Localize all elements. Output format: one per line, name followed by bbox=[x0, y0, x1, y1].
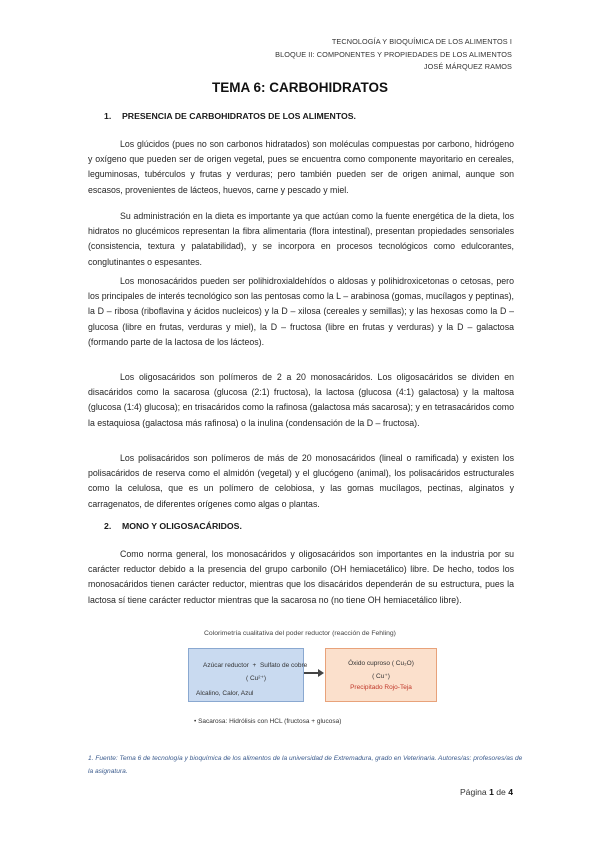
cuprous-oxide-label: Óxido cuproso ( Cu₂O) bbox=[348, 660, 414, 667]
page-title: TEMA 6: CARBOHIDRATOS bbox=[211, 80, 388, 95]
copper-sulfate-label: Sulfato de cobre bbox=[259, 662, 308, 669]
paragraph-monosacaridos: Los monosacáridos pueden ser polihidroxialdehídos o aldosas y polihidroxicetonas o cetosas, pero los principales de interés tecnológico son las pentosas como la L – arabinosa (gomas, mucílagos y peptinas), la D – ribosa (riboflavina y ácidos nucleicos) y la D – xilosa (cereales y semillas); y las hexosas como la D – glucosa (libre en frutas, verduras y miel), la D – fructosa (libre en frutas y verduras) y la D – galactosa (formando parte de la lactosa de los lácteos). bbox=[88, 276, 514, 347]
document-header bbox=[275, 36, 512, 74]
sucrose-note: • Sacarosa: Hidrólisis con HCL (fructosa + glucosa) bbox=[194, 718, 342, 725]
current-page: 1 bbox=[489, 787, 494, 797]
section-2-number: 2. bbox=[104, 521, 112, 531]
page-number: Página 1 de 4 bbox=[459, 787, 513, 797]
section-1-heading bbox=[104, 111, 356, 121]
paragraph-administracion: Su administración en la dieta es importante ya que actúan como la fuente energética de la dieta, los hidratos no glucémicos representan la fibra alimentaria (flora intestinal), presentan propiedades sensoriales (consistencia, textura y palatabilidad), y se incorpora en procesos tecnológicos como edulcorantes, conglutinantes o espesantes. bbox=[88, 211, 514, 267]
arrow-head-icon bbox=[318, 669, 324, 677]
paragraph-glucidos: Los glúcidos (pues no son carbonos hidratados) son moléculas compuestas por carbono, hidrógeno y oxígeno que pueden ser de origen vegetal, pues se encuentra como componente mayoritario en cereales, leguminosas, tubérculos y frutas y verduras; pero también pueden ser de origen animal, aunque son escasos, provenientes de lácteos, huevos, carne y pescado y miel. bbox=[88, 139, 514, 195]
header-course: TECNOLOGÍA Y BIOQUÍMICA DE LOS ALIMENTOS I bbox=[331, 37, 512, 46]
section-2-title: MONO Y OLIGOSACÁRIDOS. bbox=[122, 521, 242, 531]
products-box bbox=[325, 648, 437, 702]
total-pages: 4 bbox=[508, 787, 513, 797]
section-1-title: PRESENCIA DE CARBOHIDRATOS DE LOS ALIMENTOS. bbox=[122, 111, 356, 121]
header-block: BLOQUE II: COMPONENTES Y PROPIEDADES DE LOS ALIMENTOS bbox=[275, 49, 512, 59]
precipitate-label: Precipitado Rojo-Teja bbox=[350, 684, 412, 691]
plus-sign: + bbox=[252, 662, 257, 669]
conditions-label: Alcalino, Calor, Azul bbox=[196, 690, 254, 697]
reducing-sugar-label: Azúcar reductor bbox=[203, 662, 249, 669]
section-2-heading bbox=[104, 521, 242, 531]
diagram-title: Colorimetría cualitativa del poder reductor (reacción de Fehling) bbox=[204, 630, 396, 637]
cu1-label: ( Cu⁺) bbox=[372, 673, 390, 680]
fehling-diagram bbox=[188, 630, 438, 736]
footnote: 1. Fuente: Tema 6 de tecnología y bioquímica de los alimentos de la universidad de Extremadura, grado en Veterinaria. Autores/as: profesores/as de la asignatura. bbox=[88, 755, 523, 775]
cu2-label: ( Cu²⁺) bbox=[246, 675, 267, 682]
paragraph-polisacaridos: Los polisacáridos son polímeros de más de 20 monosacáridos (lineal o ramificada) y existen los polisacáridos de reserva como el almidón (vegetal) y el glucógeno (animal), los polisacáridos estructurales como la celulosa, que es un polímero de celobiosa, y las gomas mucílagos, pectinas, alginatos y carragenatos, de diferentes orígenes como algas o plantas. bbox=[88, 453, 514, 509]
header-author: JOSÉ MÁRQUEZ RAMOS bbox=[423, 62, 512, 71]
section-1-number: 1. bbox=[104, 111, 112, 121]
reactants-box bbox=[188, 648, 308, 702]
paragraph-mono-oligo: Como norma general, los monosacáridos y oligosacáridos son importantes en la industria por su carácter reductor debido a la presencia del grupo carbonilo (OH hemiacetálico) libre. De hecho, todos los monosacáridos tienen carácter reductor, mientras que los disacáridos dependerán de su estructura, pues la lactosa sí tiene carácter reductor mientras que la sacarosa no (no tiene OH hemiacetálico libre). bbox=[88, 549, 514, 605]
paragraph-oligosacaridos: Los oligosacáridos son polímeros de 2 a 20 monosacáridos. Los oligosacáridos se dividen en disacáridos como la sacarosa (glucosa (2:1) fructosa), la lactosa (glucosa (4:1) galactosa) y la maltosa (glucosa (1:4) glucosa); en trisacáridos como la rafinosa (galactosa más sacarosa); y en tetrasacáridos como la estaquiosa (galactosa más rafinosa) o la inulina (condensación de la D – fructosa). bbox=[88, 372, 514, 428]
